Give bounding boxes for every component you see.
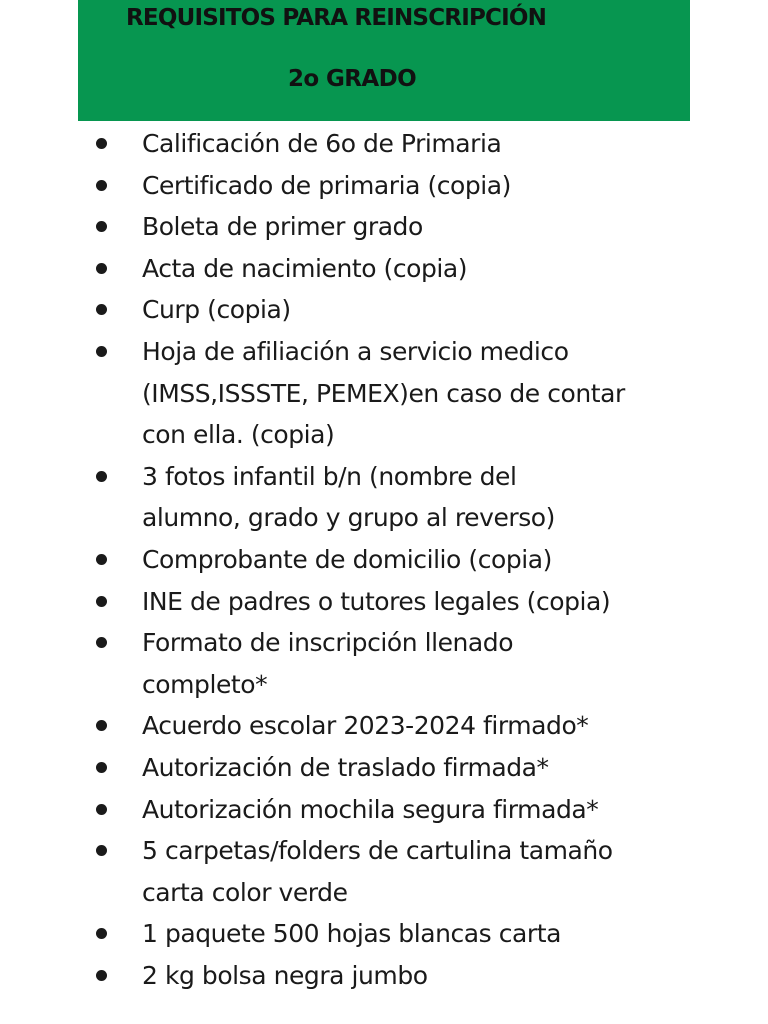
list-item (0, 830, 768, 913)
bullet-icon (96, 596, 107, 607)
list-item (0, 747, 768, 789)
list-item (0, 289, 768, 331)
list-item-text: Curp (copia) (142, 295, 291, 325)
list-item-text: Certificado de primaria (copia) (142, 170, 511, 200)
bullet-icon (96, 221, 107, 232)
list-item-text: Autorización mochila segura firmada* (142, 794, 599, 824)
list-item (0, 622, 768, 705)
header-banner (78, 0, 690, 121)
list-item-text: Acuerdo escolar 2023-2024 firmado* (142, 711, 589, 741)
bullet-icon (96, 554, 107, 565)
grade-subtitle: 2o GRADO (288, 66, 417, 92)
bullet-icon (96, 138, 107, 149)
list-item (0, 206, 768, 248)
page-title: REQUISITOS PARA REINSCRIPCIÓN (126, 5, 547, 31)
bullet-icon (96, 762, 107, 773)
list-item (0, 123, 768, 165)
list-item-text: 2 kg bolsa negra jumbo (142, 960, 428, 990)
list-item-text: Calificación de 6o de Primaria (142, 129, 502, 158)
bullet-icon (96, 720, 107, 731)
list-item (0, 705, 768, 747)
list-item (0, 913, 768, 955)
list-item (0, 165, 768, 207)
bullet-icon (96, 180, 107, 191)
bullet-icon (96, 804, 107, 815)
bullet-icon (96, 928, 107, 939)
bullet-icon (96, 263, 107, 274)
list-item (0, 331, 768, 456)
list-item-text: 3 fotos infantil b/n (nombre del alumno, grado y grupo al reverso) (142, 461, 555, 533)
list-item (0, 248, 768, 290)
bullet-icon (96, 845, 107, 856)
list-item (0, 456, 768, 539)
bullet-icon (96, 970, 107, 981)
list-item-text: Acta de nacimiento (copia) (142, 253, 468, 283)
list-item-text: Autorización de traslado firmada* (142, 752, 549, 782)
list-item-text: 1 paquete 500 hojas blancas carta (142, 919, 561, 949)
list-item (0, 539, 768, 581)
list-item (0, 789, 768, 831)
list-item (0, 581, 768, 623)
list-item-text: 5 carpetas/folders de cartulina tamaño carta color verde (142, 836, 613, 907)
list-item-text: Comprobante de domicilio (copia) (142, 544, 552, 574)
bullet-icon (96, 304, 107, 315)
list-item-text: Hoja de afiliación a servicio medico (IMSS,ISSSTE, PEMEX)en caso de contar con ella. (copia) (142, 336, 625, 450)
bullet-icon (96, 637, 107, 648)
bullet-icon (96, 346, 107, 357)
bullet-icon (96, 471, 107, 482)
list-item (0, 955, 768, 997)
list-item-text: Boleta de primer grado (142, 212, 423, 242)
list-item-text: INE de padres o tutores legales (copia) (142, 586, 611, 616)
requirements-list (0, 123, 768, 996)
list-item-text: Formato de inscripción llenado completo* (142, 628, 514, 699)
